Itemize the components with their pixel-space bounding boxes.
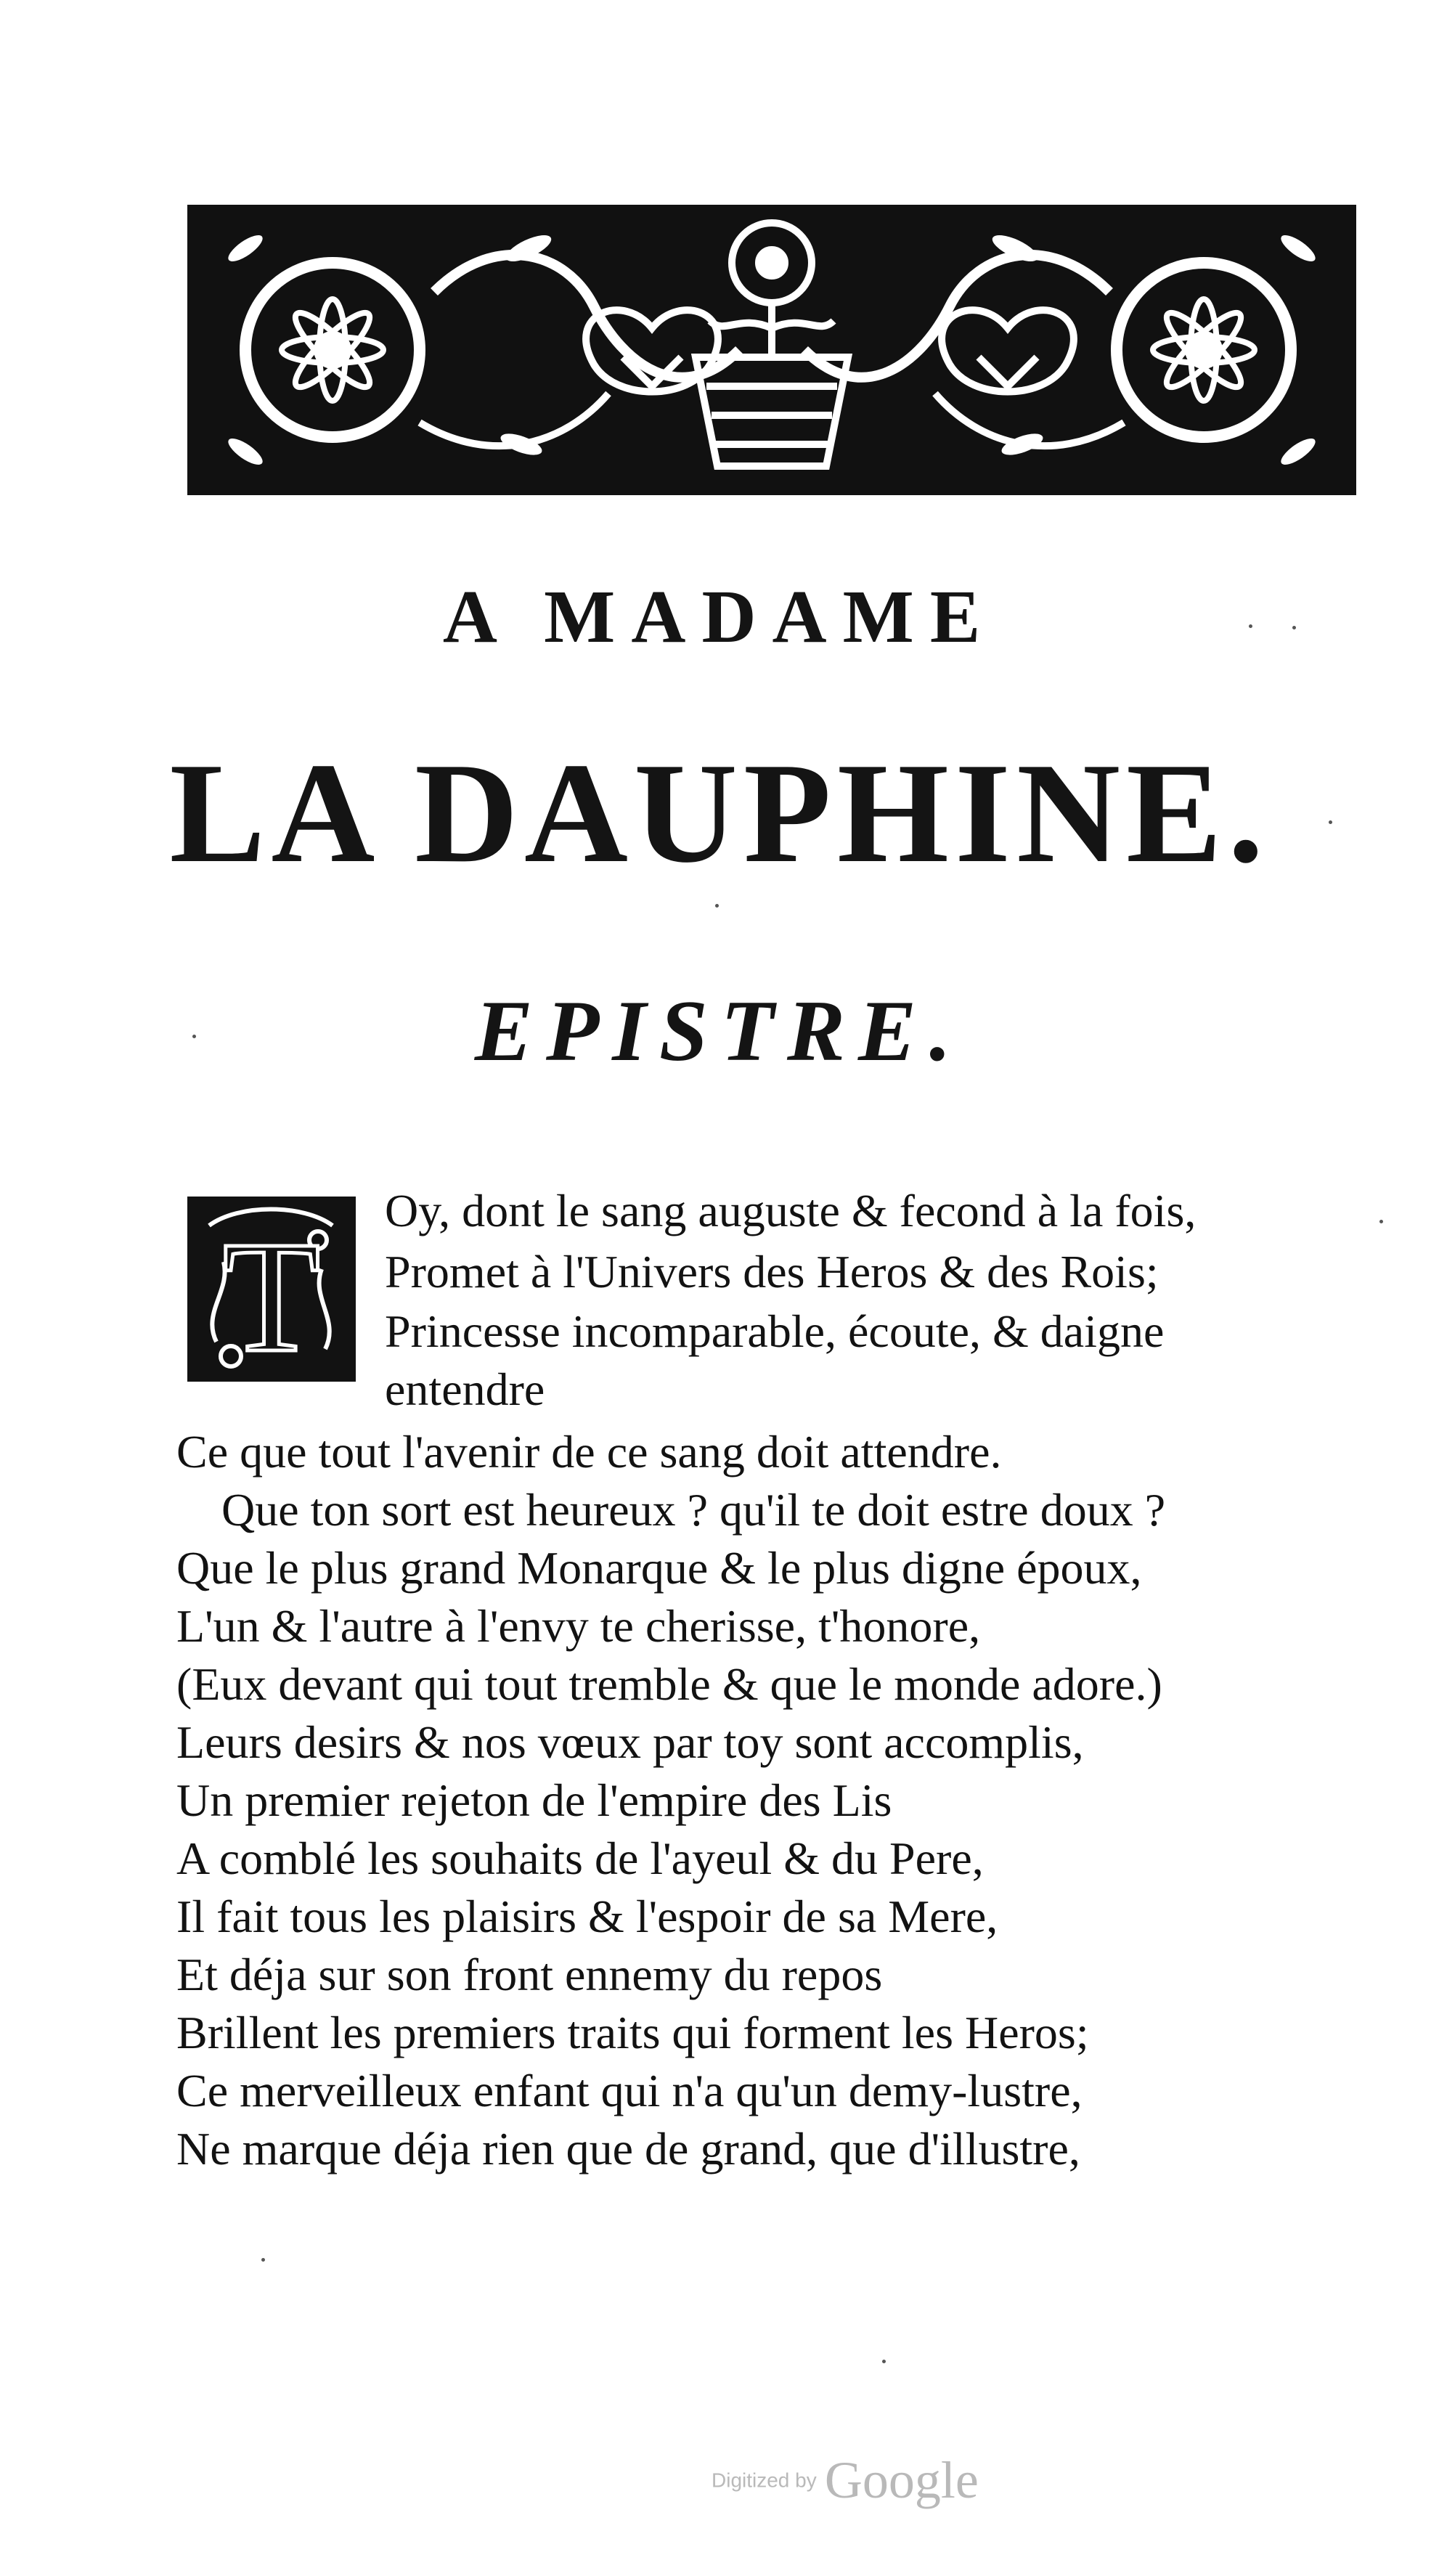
print-speck — [192, 1035, 196, 1038]
verse-line-10: Leurs desirs & nos vœux par toy sont accomplis, — [176, 1716, 1084, 1768]
print-speck — [261, 2258, 265, 2262]
verse-line-7: Que le plus grand Monarque & le plus digne époux, — [176, 1542, 1142, 1594]
section-heading-epistre: EPISTRE. — [474, 982, 965, 1079]
verse-line-3: Princesse incomparable, écoute, & daigne — [385, 1305, 1165, 1357]
verse-line-13: Il fait tous les plaisirs & l'espoir de sa Mere, — [176, 1891, 998, 1942]
decorated-initial-t — [187, 1197, 356, 1382]
verse-line-8: L'un & l'autre à l'envy te cherisse, t'honore, — [176, 1600, 981, 1652]
verse-line-16: Ce merveilleux enfant qui n'a qu'un demy-lustre, — [176, 2065, 1083, 2116]
print-speck — [1249, 624, 1252, 628]
verse-line-9: (Eux devant qui tout tremble & que le monde adore.) — [176, 1658, 1162, 1710]
initial-letter: T — [222, 1208, 321, 1382]
verse-line-2: Promet à l'Univers des Heros & des Rois; — [385, 1246, 1159, 1297]
verse-line-1: Oy, dont le sang auguste & fecond à la fois, — [385, 1185, 1197, 1236]
verse-line-4: entendre — [385, 1364, 545, 1415]
print-speck — [715, 904, 719, 908]
dedication-heading-a-madame: A MADAME — [442, 575, 997, 659]
verse-line-5: Ce que tout l'avenir de ce sang doit attendre. — [176, 1426, 1002, 1477]
verse-line-17: Ne marque déja rien que de grand, que d'illustre, — [176, 2123, 1080, 2174]
verse-line-12: A comblé les souhaits de l'ayeul & du Pere, — [176, 1833, 984, 1884]
print-speck — [1329, 820, 1332, 824]
verse-line-14: Et déja sur son front ennemy du repos — [176, 1949, 883, 2000]
verse-line-6: Que ton sort est heureux ? qu'il te doit estre doux ? — [221, 1484, 1166, 1536]
print-speck — [1292, 626, 1296, 629]
watermark-brand: Google — [824, 2451, 979, 2509]
print-speck — [882, 2360, 886, 2363]
verse-line-11: Un premier rejeton de l'empire des Lis — [176, 1774, 892, 1826]
verse-line-15: Brillent les premiers traits qui forment les Heros; — [176, 2007, 1089, 2058]
dedication-heading-la-dauphine: LA DAUPHINE. — [169, 733, 1270, 892]
digitized-by-google-watermark — [712, 2450, 979, 2516]
watermark-prefix: Digitized by — [712, 2469, 817, 2492]
floral-headpiece-ornament — [187, 205, 1356, 495]
print-speck — [1379, 1220, 1383, 1223]
